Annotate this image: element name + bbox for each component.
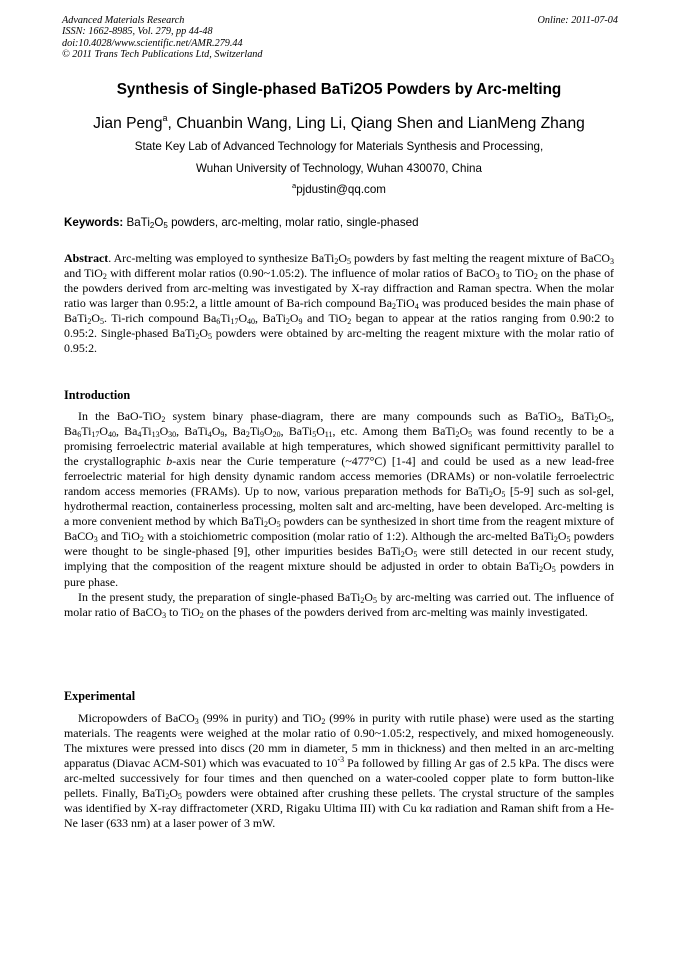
abstract-paragraph [64, 251, 614, 356]
text-run: to TiO [499, 266, 534, 281]
text-run: Ti [249, 424, 260, 439]
keywords-subscript: 5 [163, 221, 168, 230]
text-run: was produced besides the main phase of BaTi [64, 296, 615, 326]
text-run: Pa followed by filling Ar gas of 2.5 kPa. The discs were arc-melted successively for four times and then quenched on a water-cooled copper plate to form button-like pellets. Finally, BaTi [64, 756, 614, 801]
formula-subscript: 5 [413, 550, 418, 560]
text-run: O [492, 484, 502, 499]
formula-subscript: 5 [566, 535, 571, 545]
text-run: O [159, 424, 169, 439]
text-run: Ti [81, 424, 92, 439]
abstract-text [64, 251, 614, 355]
formula-subscript: 2 [533, 272, 538, 282]
formula-subscript: 2 [594, 415, 599, 424]
experimental-body [64, 711, 614, 831]
formula-subscript: 5 [551, 565, 556, 575]
text-run: on the phase of the powders derived from arc-melting was investigated by X-ray diffraction and Raman spectra. When the molar ratio was larger than 0.95:2, a little amount of Ba-rich compound Ba [64, 266, 614, 311]
formula-subscript: 2 [488, 490, 493, 500]
formula-subscript: 2 [347, 317, 352, 327]
formula-subscript: 5 [276, 520, 281, 530]
formula-subscript: 2 [263, 520, 268, 530]
journal-header [62, 15, 618, 61]
formula-subscript: 6 [216, 317, 221, 327]
text-run: , Ba [224, 424, 246, 439]
text-run: . Arc-melting was employed to synthesize BaTi [108, 251, 335, 265]
formula-subscript: 5 [207, 332, 212, 342]
text-run: and TiO [97, 529, 140, 544]
formula-subscript: 5 [312, 430, 317, 440]
formula-subscript: 2 [455, 430, 460, 440]
formula-subscript: 5 [501, 490, 506, 500]
text-run: In the BaO-TiO [78, 409, 162, 423]
formula-subscript: 5 [372, 595, 377, 605]
text-run: powders were thought to be single-phased [9], other impurities besides BaTi [64, 529, 614, 559]
other-authors: , Chuanbin Wang, Ling Li, Qiang Shen and LianMeng Zhang [167, 115, 585, 132]
formula-subscript: 17 [91, 430, 100, 440]
text-run: O [364, 589, 373, 604]
text-run: Ti [220, 311, 231, 326]
text-run: and TiO [302, 311, 348, 326]
formula-subscript: 2 [321, 717, 326, 726]
formula-subscript: 9 [220, 430, 225, 440]
text-run: with different molar ratios (0.90~1.05:2). The influence of molar ratios of BaCO [106, 266, 496, 281]
abstract [64, 251, 614, 356]
text-run: powders were obtained after crushing these pellets. The crystal structure of the samples was identified by X-ray diffractometer (XRD, Rigaku Ultima III) with Cu kα radiation and Raman shift from a He-Ne laser (633 nm) at a laser power of 3 mW. [64, 786, 614, 831]
affiliation-line-1: State Key Lab of Advanced Technology for Materials Synthesis and Processing, [134, 140, 544, 153]
formula-subscript: 5 [346, 257, 351, 266]
formula-subscript: 9 [298, 317, 303, 327]
journal-name: Advanced Materials Research [62, 15, 185, 26]
formula-subscript: 2 [102, 272, 107, 282]
text-run: was found recently to be a promising ferroelectric material available at high temperatures, which showed significant permittivity parallel to the crystallographic [64, 424, 614, 469]
text-run: O [338, 251, 347, 265]
text-run: , etc. Among them BaTi [332, 424, 456, 439]
formula-subscript: 2 [400, 550, 405, 560]
formula-subscript: 40 [247, 317, 256, 327]
italic-symbol: b [166, 454, 173, 469]
keywords-text: O [154, 216, 164, 229]
text-run: , Ba [64, 409, 614, 439]
text-run: O [267, 514, 277, 529]
formula-subscript: 4 [414, 302, 419, 312]
formula-subscript: 2 [87, 317, 92, 327]
text-run: (99% in purity) and TiO [198, 711, 322, 725]
text-run: , BaTi [280, 424, 313, 439]
text-run: O [199, 326, 208, 341]
formula-subscript: 13 [151, 430, 160, 440]
text-run: on the phases of the powders derived from arc-melting was mainly investigated. [203, 604, 588, 619]
formula-subscript: 2 [553, 535, 558, 545]
text-run: system binary phase-diagram, there are many compounds such as BaTiO [165, 409, 557, 423]
superscript: -3 [337, 755, 345, 765]
formula-subscript: 2 [195, 332, 200, 342]
text-run: O [598, 409, 608, 423]
formula-subscript: 2 [161, 415, 166, 424]
text-run: O [91, 311, 100, 326]
text-run: Micropowders of BaCO [78, 711, 195, 725]
email-mark: a [292, 181, 297, 190]
keywords-subscript: 2 [149, 221, 155, 230]
affiliation-line-2: Wuhan University of Technology, Wuhan 430070, China [196, 162, 482, 175]
formula-subscript: 5 [468, 430, 473, 440]
text-run: began to appear at the ratios ranging from 0.90:2 to 0.95:2. Single-phased BaTi [64, 311, 614, 341]
formula-subscript: 2 [245, 430, 250, 440]
text-run: . Ti-rich compound Ba [103, 311, 217, 326]
text-run: In the present study, the preparation of single-phased BaTi [78, 589, 361, 604]
text-run: , BaTi [255, 311, 286, 326]
formula-subscript: 4 [137, 430, 142, 440]
text-run: powders by fast melting the reagent mixture of BaCO [350, 251, 610, 265]
formula-subscript: 2 [139, 535, 144, 545]
formula-subscript: 20 [272, 430, 281, 440]
formula-subscript: 5 [607, 415, 612, 424]
formula-subscript: 2 [199, 610, 204, 620]
formula-subscript: 2 [360, 595, 365, 605]
text-run: O [238, 311, 248, 326]
formula-subscript: 2 [285, 317, 290, 327]
formula-subscript: 4 [207, 430, 212, 440]
text-run: with a stoichiometric composition (molar ratio of 1:2). Although the arc-melted BaTi [143, 529, 554, 544]
formula-subscript: 3 [610, 257, 614, 266]
paper-title: Synthesis of Single-phased BaTi2O5 Powders by Arc-melting [116, 81, 562, 98]
text-run: , BaTi [176, 424, 208, 439]
formula-subscript: 2 [391, 302, 396, 312]
affiliation-mark: a [162, 113, 168, 123]
text-run: O [289, 311, 299, 326]
text-run: by arc-melting was carried out. The influence of molar ratio of BaCO [64, 589, 614, 619]
abstract-label: Abstract [64, 251, 109, 265]
text-run: O [211, 424, 221, 439]
experimental-heading: Experimental [64, 689, 136, 703]
text-run: [5-9] such as sol-gel, hydrothermal reaction, containerless processing, molten salt and arc-melting, have been developed. Arc-melting is a more convenient method by which BaTi [64, 484, 614, 529]
text-run: TiO [395, 296, 415, 311]
formula-subscript: 3 [162, 610, 167, 620]
introduction-paragraph [64, 409, 614, 590]
text-run: (99% in purity with rutile phase) were used as the starting materials. The reagents were weighed at the molar ratio of 0.90~1.05:2, respectively, and mixed homogeneously. The mixtures were pressed into discs (20 mm in diameter, 5 mm in thickness) and then melted in an arc-melting apparatus (Diavac ACM-S01) which was evacuated to 10 [64, 711, 614, 771]
formula-subscript: 3 [495, 272, 500, 282]
text-run: powders in pure phase. [64, 559, 614, 589]
formula-subscript: 11 [324, 430, 333, 440]
author-list [0, 114, 678, 133]
online-date: Online: 2011-07-04 [537, 15, 618, 26]
formula-subscript: 2 [539, 565, 544, 575]
formula-subscript: 6 [77, 430, 82, 440]
email-line [0, 183, 678, 197]
text-run: O [99, 424, 108, 439]
text-run: , Ba [115, 424, 138, 439]
text-run: O [316, 424, 325, 439]
text-run: powders were obtained by arc-melting the reagent mixture with the molar ratio of 0.95:2. [64, 326, 614, 356]
text-run: to TiO [166, 604, 200, 619]
keywords-label: Keywords: [64, 216, 124, 229]
first-author: Jian Peng [93, 115, 163, 132]
introduction-body [64, 409, 614, 620]
introduction-paragraph [64, 590, 614, 620]
text-run: O [543, 559, 552, 574]
introduction-heading: Introduction [64, 388, 131, 402]
formula-subscript: 5 [177, 792, 182, 802]
keywords-text: BaTi [123, 216, 150, 229]
formula-subscript: 5 [99, 317, 104, 327]
formula-subscript: 9 [259, 430, 264, 440]
formula-subscript: 2 [165, 792, 170, 802]
experimental-paragraph [64, 711, 614, 831]
text-run: O [263, 424, 273, 439]
formula-subscript: 3 [93, 535, 98, 545]
formula-subscript: 30 [168, 430, 177, 440]
doi-line: doi:10.4028/www.scientific.net/AMR.279.44 [62, 37, 243, 49]
keywords [64, 216, 620, 230]
formula-subscript: 2 [334, 257, 339, 266]
text-run: Ti [141, 424, 152, 439]
text-run: O [459, 424, 469, 439]
keywords-text: powders, arc-melting, molar ratio, single-phased [167, 216, 419, 229]
copyright-line: © 2011 Trans Tech Publications Ltd, Switzerland [62, 49, 263, 61]
author-email[interactable]: pjdustin@qq.com [296, 183, 386, 196]
formula-subscript: 3 [556, 415, 561, 424]
text-run: O [404, 544, 414, 559]
text-run: , BaTi [560, 409, 595, 423]
issn-line: ISSN: 1662-8985, Vol. 279, pp 44-48 [62, 26, 213, 38]
text-run: and TiO [64, 266, 103, 281]
text-run: were still detected in our recent study, implying that the composition of the reagent mixture should be adjusted in order to obtain BaTi [64, 544, 614, 574]
text-run: -axis near the Curie temperature (~477°C) [1-4] and could be used as a new lead-free ferroelectric material for high density dynamic random access memories (DRAMs) or non-volatile ferroelectric random access memories (FRAMs). Up to now, various preparation methods for BaTi [64, 454, 615, 499]
text-run: O [169, 786, 178, 801]
formula-subscript: 3 [194, 717, 199, 726]
formula-subscript: 17 [230, 317, 239, 327]
text-run: O [557, 529, 567, 544]
text-run: powders can be synthesized in short time from the reagent mixture of BaCO [64, 514, 615, 544]
formula-subscript: 40 [107, 430, 116, 440]
